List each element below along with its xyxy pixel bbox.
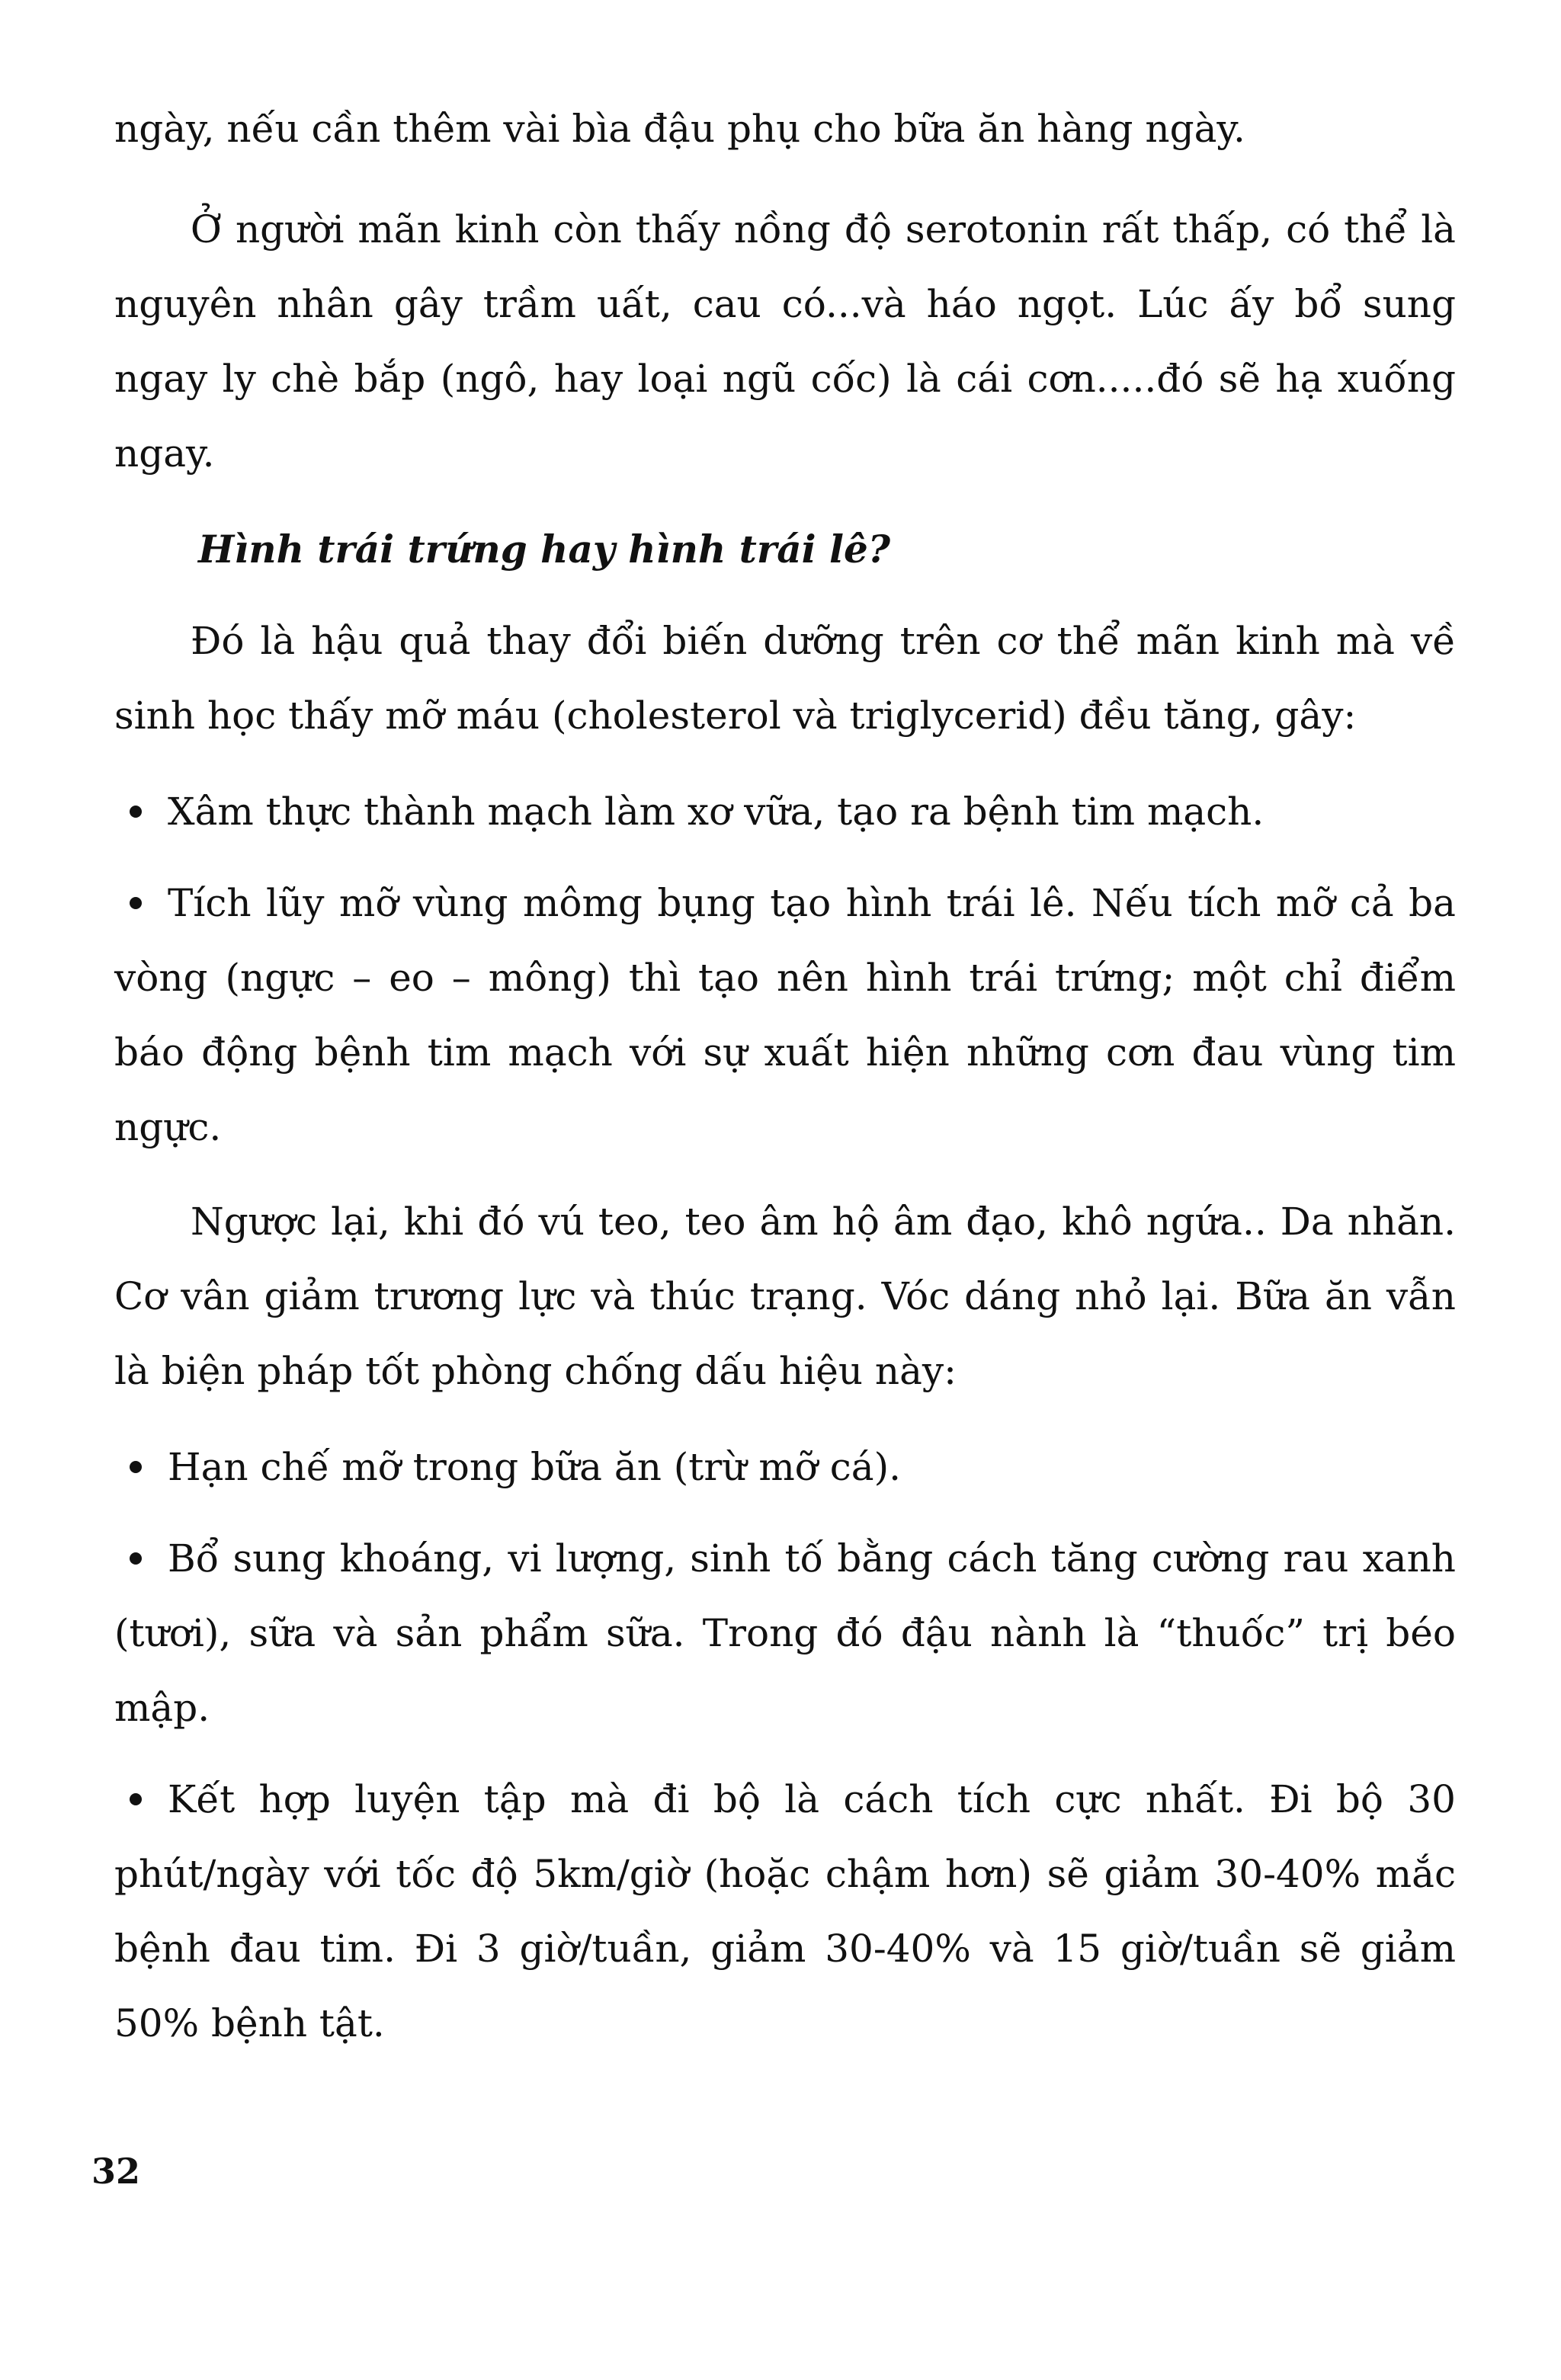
paragraph-serotonin: Ở người mãn kinh còn thấy nồng độ serotonin rất thấp, có thể là nguyên nhân gây trầm uất, cau có...và háo ngọt. Lúc ấy bổ sung ngay ly chè bắp (ngô, hay loại ngũ cốc) là cái cơn.....đó sẽ hạ xuống ngay.	[114, 207, 1456, 476]
bullet-icon	[130, 1793, 142, 1805]
bullet-icon	[130, 806, 142, 818]
bullet-text: Kết hợp luyện tập mà đi bộ là cách tích cực nhất. Đi bộ 30 phút/ngày với tốc độ 5km/giờ (hoặc chậm hơn) sẽ giảm 30-40% mắc bệnh đau tim. Đi 3 giờ/tuần, giảm 30-40% và 15 giờ/tuần sẽ giảm 50% bệnh tật.	[114, 1777, 1456, 2045]
list-item	[114, 866, 1456, 1164]
bullet-text: Hạn chế mỡ trong bữa ăn (trừ mỡ cá).	[168, 1445, 902, 1489]
page-number: 32	[91, 2151, 141, 2192]
list-item	[114, 1521, 1456, 1745]
bullet-icon	[130, 1461, 142, 1473]
bullet-icon	[130, 1552, 142, 1565]
bullet-list-measures	[114, 1430, 1456, 2061]
bullet-list-risks	[114, 774, 1456, 1164]
section-heading: Hình trái trứng hay hình trái lê?	[198, 527, 891, 572]
page-content	[114, 91, 1456, 2080]
bullet-icon	[130, 897, 142, 909]
paragraph-conversely: Ngược lại, khi đó vú teo, teo âm hộ âm đạo, khô ngứa.. Da nhăn. Cơ vân giảm trương lực và thúc trạng. Vóc dáng nhỏ lại. Bữa ăn vẫn là biện pháp tốt phòng chống dấu hiệu này:	[114, 1200, 1456, 1393]
bullet-text: Xâm thực thành mạch làm xơ vữa, tạo ra bệnh tim mạch.	[168, 790, 1265, 834]
paragraph-continuation: ngày, nếu cần thêm vài bìa đậu phụ cho bữa ăn hàng ngày.	[114, 107, 1245, 151]
list-item	[114, 1430, 1456, 1504]
bullet-text: Tích lũy mỡ vùng mômg bụng tạo hình trái lê. Nếu tích mỡ cả ba vòng (ngực – eo – mông) thì tạo nên hình trái trứng; một chỉ điểm báo động bệnh tim mạch với sự xuất hiện những cơn đau vùng tim ngực.	[114, 881, 1456, 1149]
list-item	[114, 1762, 1456, 2061]
bullet-text: Bổ sung khoáng, vi lượng, sinh tố bằng cách tăng cường rau xanh (tươi), sữa và sản phẩm sữa. Trong đó đậu nành là “thuốc” trị béo mập.	[114, 1536, 1456, 1730]
list-item	[114, 774, 1456, 849]
paragraph-consequence: Đó là hậu quả thay đổi biến dưỡng trên cơ thể mãn kinh mà về sinh học thấy mỡ máu (cholesterol và triglycerid) đều tăng, gây:	[114, 619, 1456, 738]
